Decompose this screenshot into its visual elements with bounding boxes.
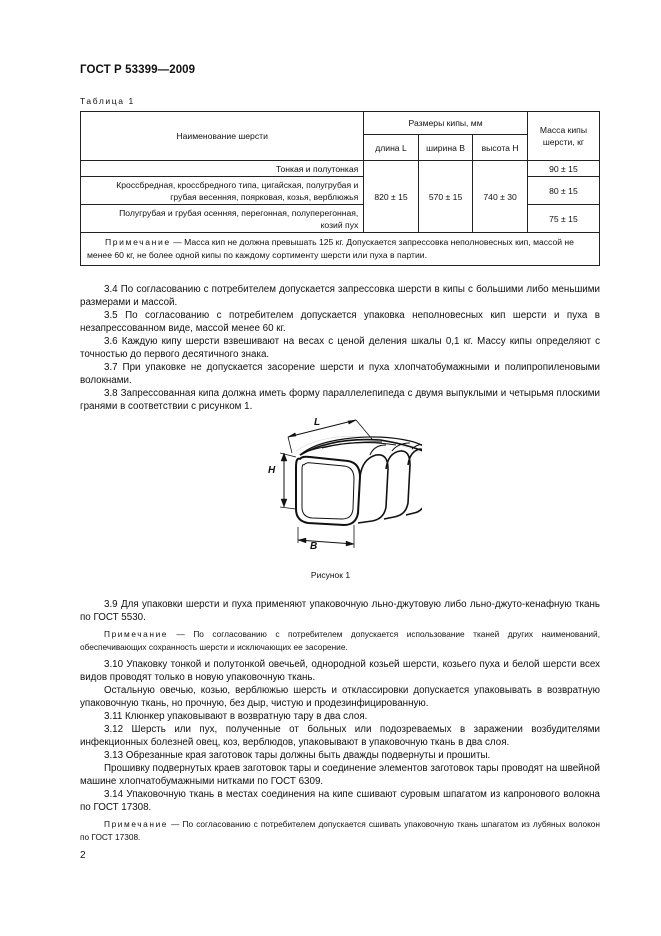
para-3-4: 3.4 По согласованию с потребителем допускается запрессовка шерсти в кипы с большими либо меньшими размерами и массой. — [80, 284, 600, 308]
note-2-label: Примечание — [104, 629, 169, 639]
bale-figure — [262, 415, 422, 565]
row-mass: 90 ± 15 — [527, 161, 599, 177]
col-header-sizes: Размеры кипы, мм — [364, 112, 528, 135]
col-header-mass: Масса кипы шерсти, кг — [527, 112, 599, 161]
col-header-length: длина L — [364, 135, 418, 161]
dim-height: 740 ± 30 — [473, 161, 528, 233]
para-3-10b: Остальную овечью, козью, верблюжью шерсть и отклассировки допускается упаковывать в возвратную упаковочную ткань, но прочную, без дыр, чистую и продезинфицированную. — [80, 685, 600, 709]
col-header-width: ширина B — [418, 135, 473, 161]
note-3 — [80, 818, 600, 843]
para-3-13: 3.13 Обрезанные края заготовок тары должны быть дважды подвернуты и прошиты. — [104, 750, 491, 761]
col-header-name: Наименование шерсти — [81, 112, 364, 161]
figure-caption: Рисунок 1 — [310, 570, 351, 580]
para-3-9: 3.9 Для упаковки шерсти и пуха применяют упаковочную льно-джутовую либо льно-джуто-кенафную ткань по ГОСТ 5530. — [80, 599, 600, 623]
note-3-label: Примечание — [104, 819, 169, 829]
para-3-8: 3.8 Запрессованная кипа должна иметь форму параллелепипеда с двумя выпуклыми и четырьмя плоскими гранями в соответствии с рисунком 1. — [80, 388, 600, 412]
para-3-11: 3.11 Клюнкер упаковывают в возвратную тару в два слоя. — [104, 711, 368, 722]
label-h: H — [268, 465, 276, 476]
note-2-text: — По согласованию с потребителем допускается использование тканей других наименований, обеспечивающих сохранность шерсти и исключающих ее засорение. — [80, 629, 600, 652]
row-name: Кроссбредная, кроссбредного типа, цигайская, полугрубая и грубая весенняя, поярковая, козья, верблюжья — [81, 177, 364, 205]
table-note-row — [81, 233, 600, 266]
table-row — [81, 161, 600, 177]
page-number: 2 — [80, 850, 86, 861]
col-header-height: высота H — [473, 135, 528, 161]
row-name: Полугрубая и грубая осенняя, перегонная, полуперегонная, козий пух — [81, 205, 364, 233]
note-label: Примечание — [105, 237, 171, 247]
document-header: ГОСТ Р 53399—2009 — [80, 64, 196, 76]
para-3-12: 3.12 Шерсть или пух, полученные от больных или подозреваемых в заражении возбудителями инфекционных болезней овец, коз, верблюдов, упаковывают в упаковочную ткань в два слоя. — [80, 724, 600, 748]
para-3-14: 3.14 Упаковочную ткань в местах соединения на кипе сшивают суровым шпагатом из капронового волокна по ГОСТ 17308. — [80, 789, 600, 813]
note-3-text: — По согласованию с потребителем допускается сшивать упаковочную ткань шпагатом из лубяных волокон по ГОСТ 17308. — [80, 819, 600, 842]
dim-line-l — [288, 420, 356, 437]
para-3-5: 3.5 По согласованию с потребителем допускается упаковка неполновесных кип шерсти и пуха в незапрессованном виде, массой менее 60 кг. — [80, 310, 600, 334]
table-caption: Таблица 1 — [80, 96, 135, 106]
note-text: — Масса кип не должна превышать 125 кг. Допускается запрессовка неполновесных кип, массой не менее 60 кг, не более одной кипы по каждому сортименту шерсти или пуха в партии. — [87, 237, 574, 260]
para-3-13b: Прошивку подвернутых краев заготовок тары и соединение элементов заготовок тары проводят на швейной машине хлопчатобумажными нитками по ГОСТ 6309. — [80, 763, 600, 787]
label-b: B — [310, 541, 318, 552]
para-3-10: 3.10 Упаковку тонкой и полутонкой овечьей, однородной козьей шерсти, козьего пуха и белой шерсти всех видов проводят только в новую упаковочную ткань. — [80, 659, 600, 683]
label-l: L — [314, 417, 321, 428]
row-mass: 75 ± 15 — [527, 205, 599, 233]
dim-length: 820 ± 15 — [364, 161, 418, 233]
row-mass: 80 ± 15 — [527, 177, 599, 205]
note-2 — [80, 628, 600, 653]
dim-width: 570 ± 15 — [418, 161, 473, 233]
row-name: Тонкая и полутонкая — [81, 161, 364, 177]
para-3-7: 3.7 При упаковке не допускается засорение шерсти и пуха хлопчатобумажными и полипропиленовыми волокнами. — [80, 362, 600, 386]
para-3-6: 3.6 Каждую кипу шерсти взвешивают на весах с ценой деления шкалы 0,1 кг. Массу кипы определяют с точностью до первого десятичного знака. — [80, 336, 600, 360]
bale-size-table — [80, 111, 600, 266]
